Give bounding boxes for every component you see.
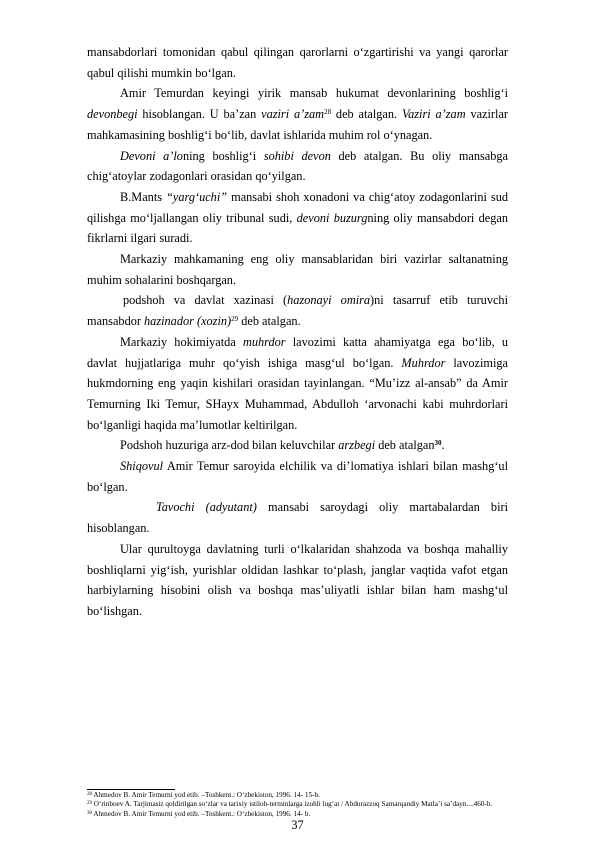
term-muhrdor: muhrdor	[242, 334, 286, 349]
footnote-number: 29	[87, 801, 92, 807]
main-text	[87, 42, 508, 622]
text-run: B.Mants	[120, 189, 167, 204]
term-tavochi: Tavochi (adyutant)	[156, 500, 257, 515]
paragraph	[87, 332, 508, 436]
footnote-29	[87, 800, 517, 809]
text-run: deb atalgan.	[238, 314, 301, 329]
term-vaziri-azam: Vaziri a’zam	[401, 107, 466, 122]
term-devoni-buzurg: devoni buzurg	[296, 210, 368, 225]
text-run: ning boshlig‘i	[182, 148, 264, 163]
text-run: mansabi shoh xonadoni va chig‘atoy zodagonlarini sud qilishga mo‘ljallangan oliy tribunal sudi,	[87, 189, 509, 225]
footnote-text: O‘rinboev A. Tarjimasiz qoldirilgan so‘zlar va tarixiy istiloh-terminlarga izohli lug‘at / Abdurazzoq Samarqandiy Matla’i sa’dayn....460-b.	[92, 800, 493, 809]
text-run: Podshoh huzuriga arz-dod bilan keluvchilar	[120, 438, 339, 453]
paragraph: Markaziy mahkamaning eng oliy mansablaridan biri vazirlar saltanatning muhim sohalarini boshqargan.	[87, 252, 508, 287]
term-hazinador: hazinador (xozin)	[144, 314, 232, 329]
footnote-28	[87, 791, 517, 800]
text-run: vazirlar mahkamasining boshlig‘i bo‘lib, davlat ishlarida muhim rol o‘ynagan.	[87, 107, 508, 142]
term-hazonayi-omira: hazonayi omira	[287, 293, 371, 308]
term-muhrdor: Muhrdor	[401, 355, 446, 370]
paragraph: mansabdorlari tomonidan qabul qilingan qarorlarni o‘zgartirishi va yangi qarorlar qabul qilishi mumkin bo‘lgan.	[87, 45, 508, 80]
term-arzbegi: arzbegi	[338, 438, 376, 453]
paragraph	[87, 83, 508, 145]
footnote-number: 28	[87, 792, 92, 797]
text-run: mansabi saroydagi oliy martabalardan biri hisoblangan.	[87, 500, 508, 536]
term-shiqovul: Shiqovul	[120, 459, 164, 474]
paragraph	[87, 187, 508, 249]
paragraph	[87, 146, 508, 187]
footnotes	[87, 791, 517, 819]
text-run: deb atalgan. Bu oliy mansabga chig‘atoylar zodagonlari orasidan qo‘yilgan.	[87, 148, 509, 184]
text-run: Markaziy hokimiyatda	[120, 334, 243, 349]
paragraph	[87, 497, 508, 538]
page-number: 37	[291, 818, 304, 832]
paragraph: Ular qurultoyga davlatning turli o‘lkalaridan shahzoda va boshqa mahalliy boshliqlarni yig‘ish, yurishlar oldidan lashkar to‘plash, janglar vaqtida vafot etgan harbiylarning hisobini olish va boshqa mas’uliyatli ishlar bilan ham mashg‘ul bo‘lishgan.	[87, 541, 508, 618]
text-run: hisoblangan. U ba’zan	[137, 107, 262, 122]
text-run: deb atalgan	[375, 438, 435, 453]
footnote-ref-30[interactable]: 30	[434, 439, 442, 448]
text-run: podshoh va davlat xazinasi (	[123, 293, 288, 308]
text-run: Amir Temurdan keyingi yirik mansab hukumat devonlarining boshlig‘i	[120, 86, 508, 101]
term-sohibi-devon: sohibi devon	[263, 148, 331, 163]
text-run: ning oliy mansabdori degan fikrlarni ilgari suradi.	[87, 210, 508, 246]
term-yarguchi: “yarg‘uchi”	[166, 189, 228, 204]
footnote-ref-29[interactable]: 29	[231, 315, 239, 324]
text-run: deb atalgan.	[331, 107, 402, 122]
text-run: )ni tasarruf etib turuvchi mansabdor	[87, 293, 508, 329]
term-vaziri-azam: vaziri a’zam	[261, 107, 325, 122]
paragraph	[87, 290, 508, 331]
footnote-number: 30	[87, 810, 92, 816]
footnote-text: Ahmedov B. Amir Temurni yod etib. –Toshkent.: O‘zbekiston, 1996. 14- b.	[92, 809, 311, 818]
text-run: lavozimi katta ahamiyatga ega bo‘lib, u davlat hujjatlariga muhr qo‘yish ishiga masg‘ul bo‘lgan.	[87, 334, 508, 370]
term-devoni-alo: Devoni a’lo	[120, 148, 183, 163]
footnote-text: Ahmedov B. Amir Temurni yod etib. –Toshkent.: O‘zbekiston, 1996. 14- 15-b.	[92, 791, 320, 799]
text-run: .	[441, 438, 445, 453]
paragraph	[87, 435, 508, 456]
text-run: Amir Temur saroyida elchilik va di’lomatiya ishlari bilan mashg‘ul bo‘lgan.	[87, 459, 508, 494]
paragraph	[87, 456, 508, 497]
footnote-ref-28[interactable]: 28	[324, 108, 332, 117]
term-devonbegi: devonbegi	[87, 107, 138, 122]
text-run: lavozimiga hukmdorning eng yaqin kishilari orasidan tayinlangan. “Mu’izz al-ansab” da Amir Temurning Iki Temur, SHayx Muhammad, Abdulloh ‘arvonachi kabi muhrdorlari bo‘lganligi haqida ma’lumotlar keltirilgan.	[87, 355, 508, 432]
footnote-separator	[87, 789, 175, 790]
